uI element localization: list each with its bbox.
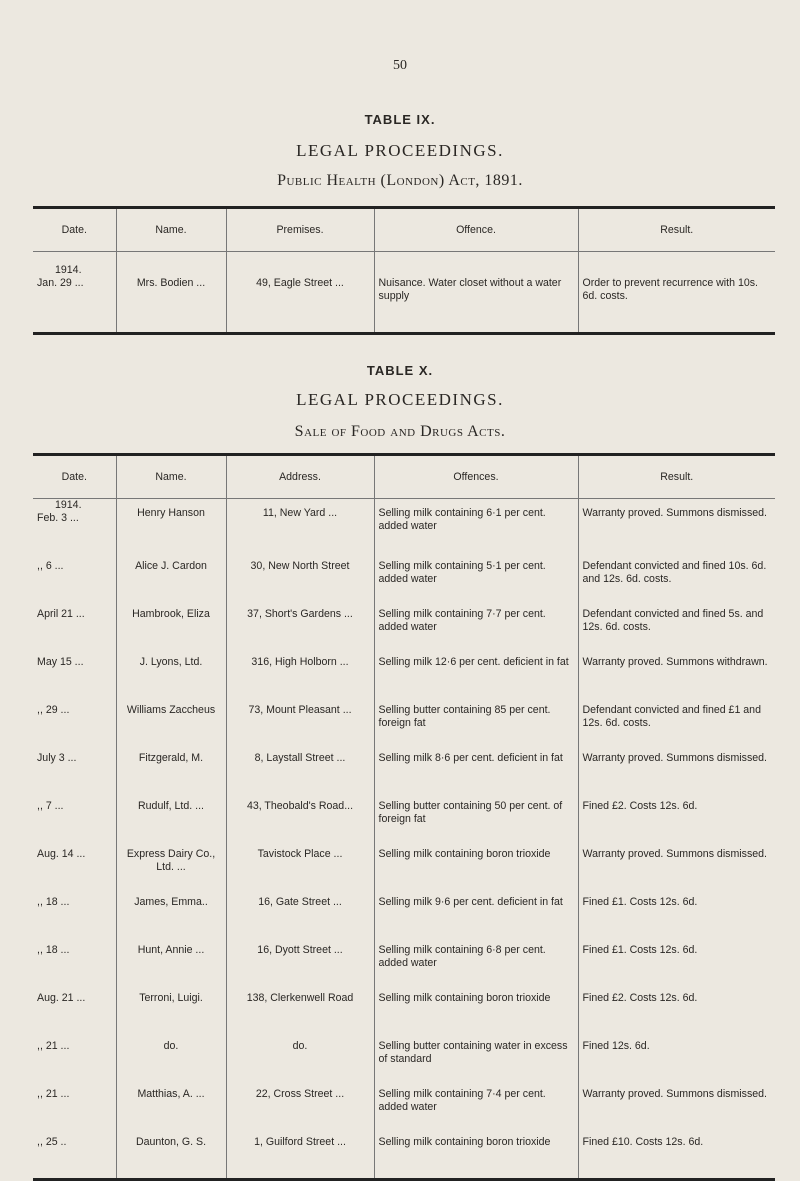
name-cell: Daunton, G. S.: [116, 1132, 226, 1180]
table-10-subheading: Sale of Food and Drugs Acts.: [294, 423, 506, 440]
date-cell: [33, 700, 116, 748]
table-row: [33, 1036, 775, 1084]
date-cell: [33, 499, 116, 556]
address-cell: 316, High Holborn ...: [226, 652, 374, 700]
col-header-result: Result.: [578, 208, 775, 252]
col-header-offence: Offence.: [374, 208, 578, 252]
table-9-title: TABLE IX.: [364, 112, 436, 127]
col-header-offences: Offences.: [374, 455, 578, 499]
table-9-heading: LEGAL PROCEEDINGS.: [296, 141, 504, 160]
address-cell: 37, Short's Gardens ...: [226, 604, 374, 652]
date-cell: [33, 1132, 116, 1180]
table-row: [33, 652, 775, 700]
offence-cell: Selling milk containing boron trioxide: [374, 1132, 578, 1180]
date-value: ,, 21 ...: [37, 1039, 70, 1052]
date-value: ,, 25 ..: [37, 1135, 67, 1148]
date-cell: [33, 652, 116, 700]
offence-cell: Selling milk containing 7·4 per cent. added water: [374, 1084, 578, 1132]
table-row: [33, 988, 775, 1036]
date-value: April 21 ...: [37, 607, 85, 620]
name-cell: James, Emma..: [116, 892, 226, 940]
table-row: [33, 1132, 775, 1180]
date-value: ,, 18 ...: [37, 895, 70, 908]
name-cell: J. Lyons, Ltd.: [116, 652, 226, 700]
result-cell: Order to prevent recurrence with 10s. 6d. costs.: [578, 252, 775, 334]
result-cell: Warranty proved. Summons dismissed.: [578, 844, 775, 892]
result-cell: Fined £10. Costs 12s. 6d.: [578, 1132, 775, 1180]
table-row: [33, 940, 775, 988]
date-value: ,, 18 ...: [37, 943, 70, 956]
name-cell: Williams Zaccheus: [116, 700, 226, 748]
address-cell: 73, Mount Pleasant ...: [226, 700, 374, 748]
date-cell: [33, 604, 116, 652]
date-value: ,, 7 ...: [37, 799, 64, 812]
col-header-name: Name.: [116, 455, 226, 499]
result-cell: Warranty proved. Summons dismissed.: [578, 748, 775, 796]
date-cell: [33, 796, 116, 844]
date-cell: [33, 844, 116, 892]
address-cell: 22, Cross Street ...: [226, 1084, 374, 1132]
table-row: [33, 700, 775, 748]
date-cell: [33, 556, 116, 604]
offence-cell: Selling butter containing water in excess of standard: [374, 1036, 578, 1084]
table-row: [33, 499, 775, 556]
name-cell: Alice J. Cardon: [116, 556, 226, 604]
result-cell: Warranty proved. Summons withdrawn.: [578, 652, 775, 700]
offence-cell: Selling milk containing boron trioxide: [374, 988, 578, 1036]
offence-cell: Selling butter containing 50 per cent. of foreign fat: [374, 796, 578, 844]
page-number: 50: [393, 58, 407, 73]
date-value: July 3 ...: [37, 751, 77, 764]
table-9-header-row: [33, 208, 775, 252]
table-10: [33, 453, 775, 1181]
date-value: Aug. 21 ...: [37, 991, 86, 1004]
table-row: [33, 556, 775, 604]
address-cell: 11, New Yard ...: [226, 499, 374, 556]
result-cell: Fined 12s. 6d.: [578, 1036, 775, 1084]
result-cell: Fined £1. Costs 12s. 6d.: [578, 892, 775, 940]
offence-cell: Selling milk containing 5·1 per cent. added water: [374, 556, 578, 604]
table-row: [33, 844, 775, 892]
premises-cell: 49, Eagle Street ...: [226, 252, 374, 334]
col-header-name: Name.: [116, 208, 226, 252]
year-label: 1914.: [55, 499, 82, 511]
date-value: Jan. 29 ...: [37, 277, 84, 289]
address-cell: 8, Laystall Street ...: [226, 748, 374, 796]
date-cell: [33, 988, 116, 1036]
table-row: [33, 252, 775, 334]
address-cell: Tavistock Place ...: [226, 844, 374, 892]
name-cell: Rudulf, Ltd. ...: [116, 796, 226, 844]
address-cell: 43, Theobald's Road...: [226, 796, 374, 844]
table-row: [33, 1084, 775, 1132]
year-label: 1914.: [55, 264, 82, 276]
offence-cell: Selling milk containing 7·7 per cent. added water: [374, 604, 578, 652]
result-cell: Warranty proved. Summons dismissed.: [578, 499, 775, 556]
table-10-header-row: [33, 455, 775, 499]
name-cell: Mrs. Bodien ...: [116, 252, 226, 334]
result-cell: Fined £1. Costs 12s. 6d.: [578, 940, 775, 988]
table-row: [33, 796, 775, 844]
date-value: May 15 ...: [37, 655, 84, 668]
name-cell: Fitzgerald, M.: [116, 748, 226, 796]
offence-cell: Selling milk 9·6 per cent. deficient in fat: [374, 892, 578, 940]
date-value: ,, 21 ...: [37, 1087, 70, 1100]
date-cell: [33, 892, 116, 940]
name-cell: do.: [116, 1036, 226, 1084]
col-header-address: Address.: [226, 455, 374, 499]
table-10-heading: LEGAL PROCEEDINGS.: [296, 390, 504, 409]
col-header-date: Date.: [33, 208, 116, 252]
name-cell: Henry Hanson: [116, 499, 226, 556]
result-cell: Defendant convicted and fined 10s. 6d. and 12s. 6d. costs.: [578, 556, 775, 604]
address-cell: 16, Dyott Street ...: [226, 940, 374, 988]
date-cell: [33, 252, 116, 334]
name-cell: Hambrook, Eliza: [116, 604, 226, 652]
result-cell: Warranty proved. Summons dismissed.: [578, 1084, 775, 1132]
table-10-title: TABLE X.: [366, 363, 434, 378]
date-cell: [33, 1084, 116, 1132]
offence-cell: Nuisance. Water closet without a water supply: [374, 252, 578, 334]
date-value: Feb. 3 ...: [37, 512, 79, 524]
date-value: ,, 6 ...: [37, 559, 64, 572]
result-cell: Defendant convicted and fined £1 and 12s. 6d. costs.: [578, 700, 775, 748]
offence-cell: Selling milk 12·6 per cent. deficient in fat: [374, 652, 578, 700]
address-cell: do.: [226, 1036, 374, 1084]
table-row: [33, 748, 775, 796]
name-cell: Express Dairy Co., Ltd. ...: [116, 844, 226, 892]
address-cell: 1, Guilford Street ...: [226, 1132, 374, 1180]
name-cell: Hunt, Annie ...: [116, 940, 226, 988]
offence-cell: Selling milk containing 6·1 per cent. added water: [374, 499, 578, 556]
table-row: [33, 604, 775, 652]
date-cell: [33, 940, 116, 988]
result-cell: Fined £2. Costs 12s. 6d.: [578, 988, 775, 1036]
name-cell: Terroni, Luigi.: [116, 988, 226, 1036]
address-cell: 16, Gate Street ...: [226, 892, 374, 940]
offence-cell: Selling butter containing 85 per cent. foreign fat: [374, 700, 578, 748]
date-cell: [33, 1036, 116, 1084]
date-value: ,, 29 ...: [37, 703, 70, 716]
date-cell: [33, 748, 116, 796]
offence-cell: Selling milk containing boron trioxide: [374, 844, 578, 892]
name-cell: Matthias, A. ...: [116, 1084, 226, 1132]
col-header-date: Date.: [33, 455, 116, 499]
date-value: Aug. 14 ...: [37, 847, 86, 860]
col-header-result: Result.: [578, 455, 775, 499]
offence-cell: Selling milk 8·6 per cent. deficient in fat: [374, 748, 578, 796]
table-row: [33, 892, 775, 940]
table-9: [33, 206, 775, 335]
offence-cell: Selling milk containing 6·8 per cent. added water: [374, 940, 578, 988]
result-cell: Defendant convicted and fined 5s. and 12s. 6d. costs.: [578, 604, 775, 652]
address-cell: 30, New North Street: [226, 556, 374, 604]
col-header-premises: Premises.: [226, 208, 374, 252]
table-9-subheading: Public Health (London) Act, 1891.: [277, 172, 523, 189]
result-cell: Fined £2. Costs 12s. 6d.: [578, 796, 775, 844]
address-cell: 138, Clerkenwell Road: [226, 988, 374, 1036]
